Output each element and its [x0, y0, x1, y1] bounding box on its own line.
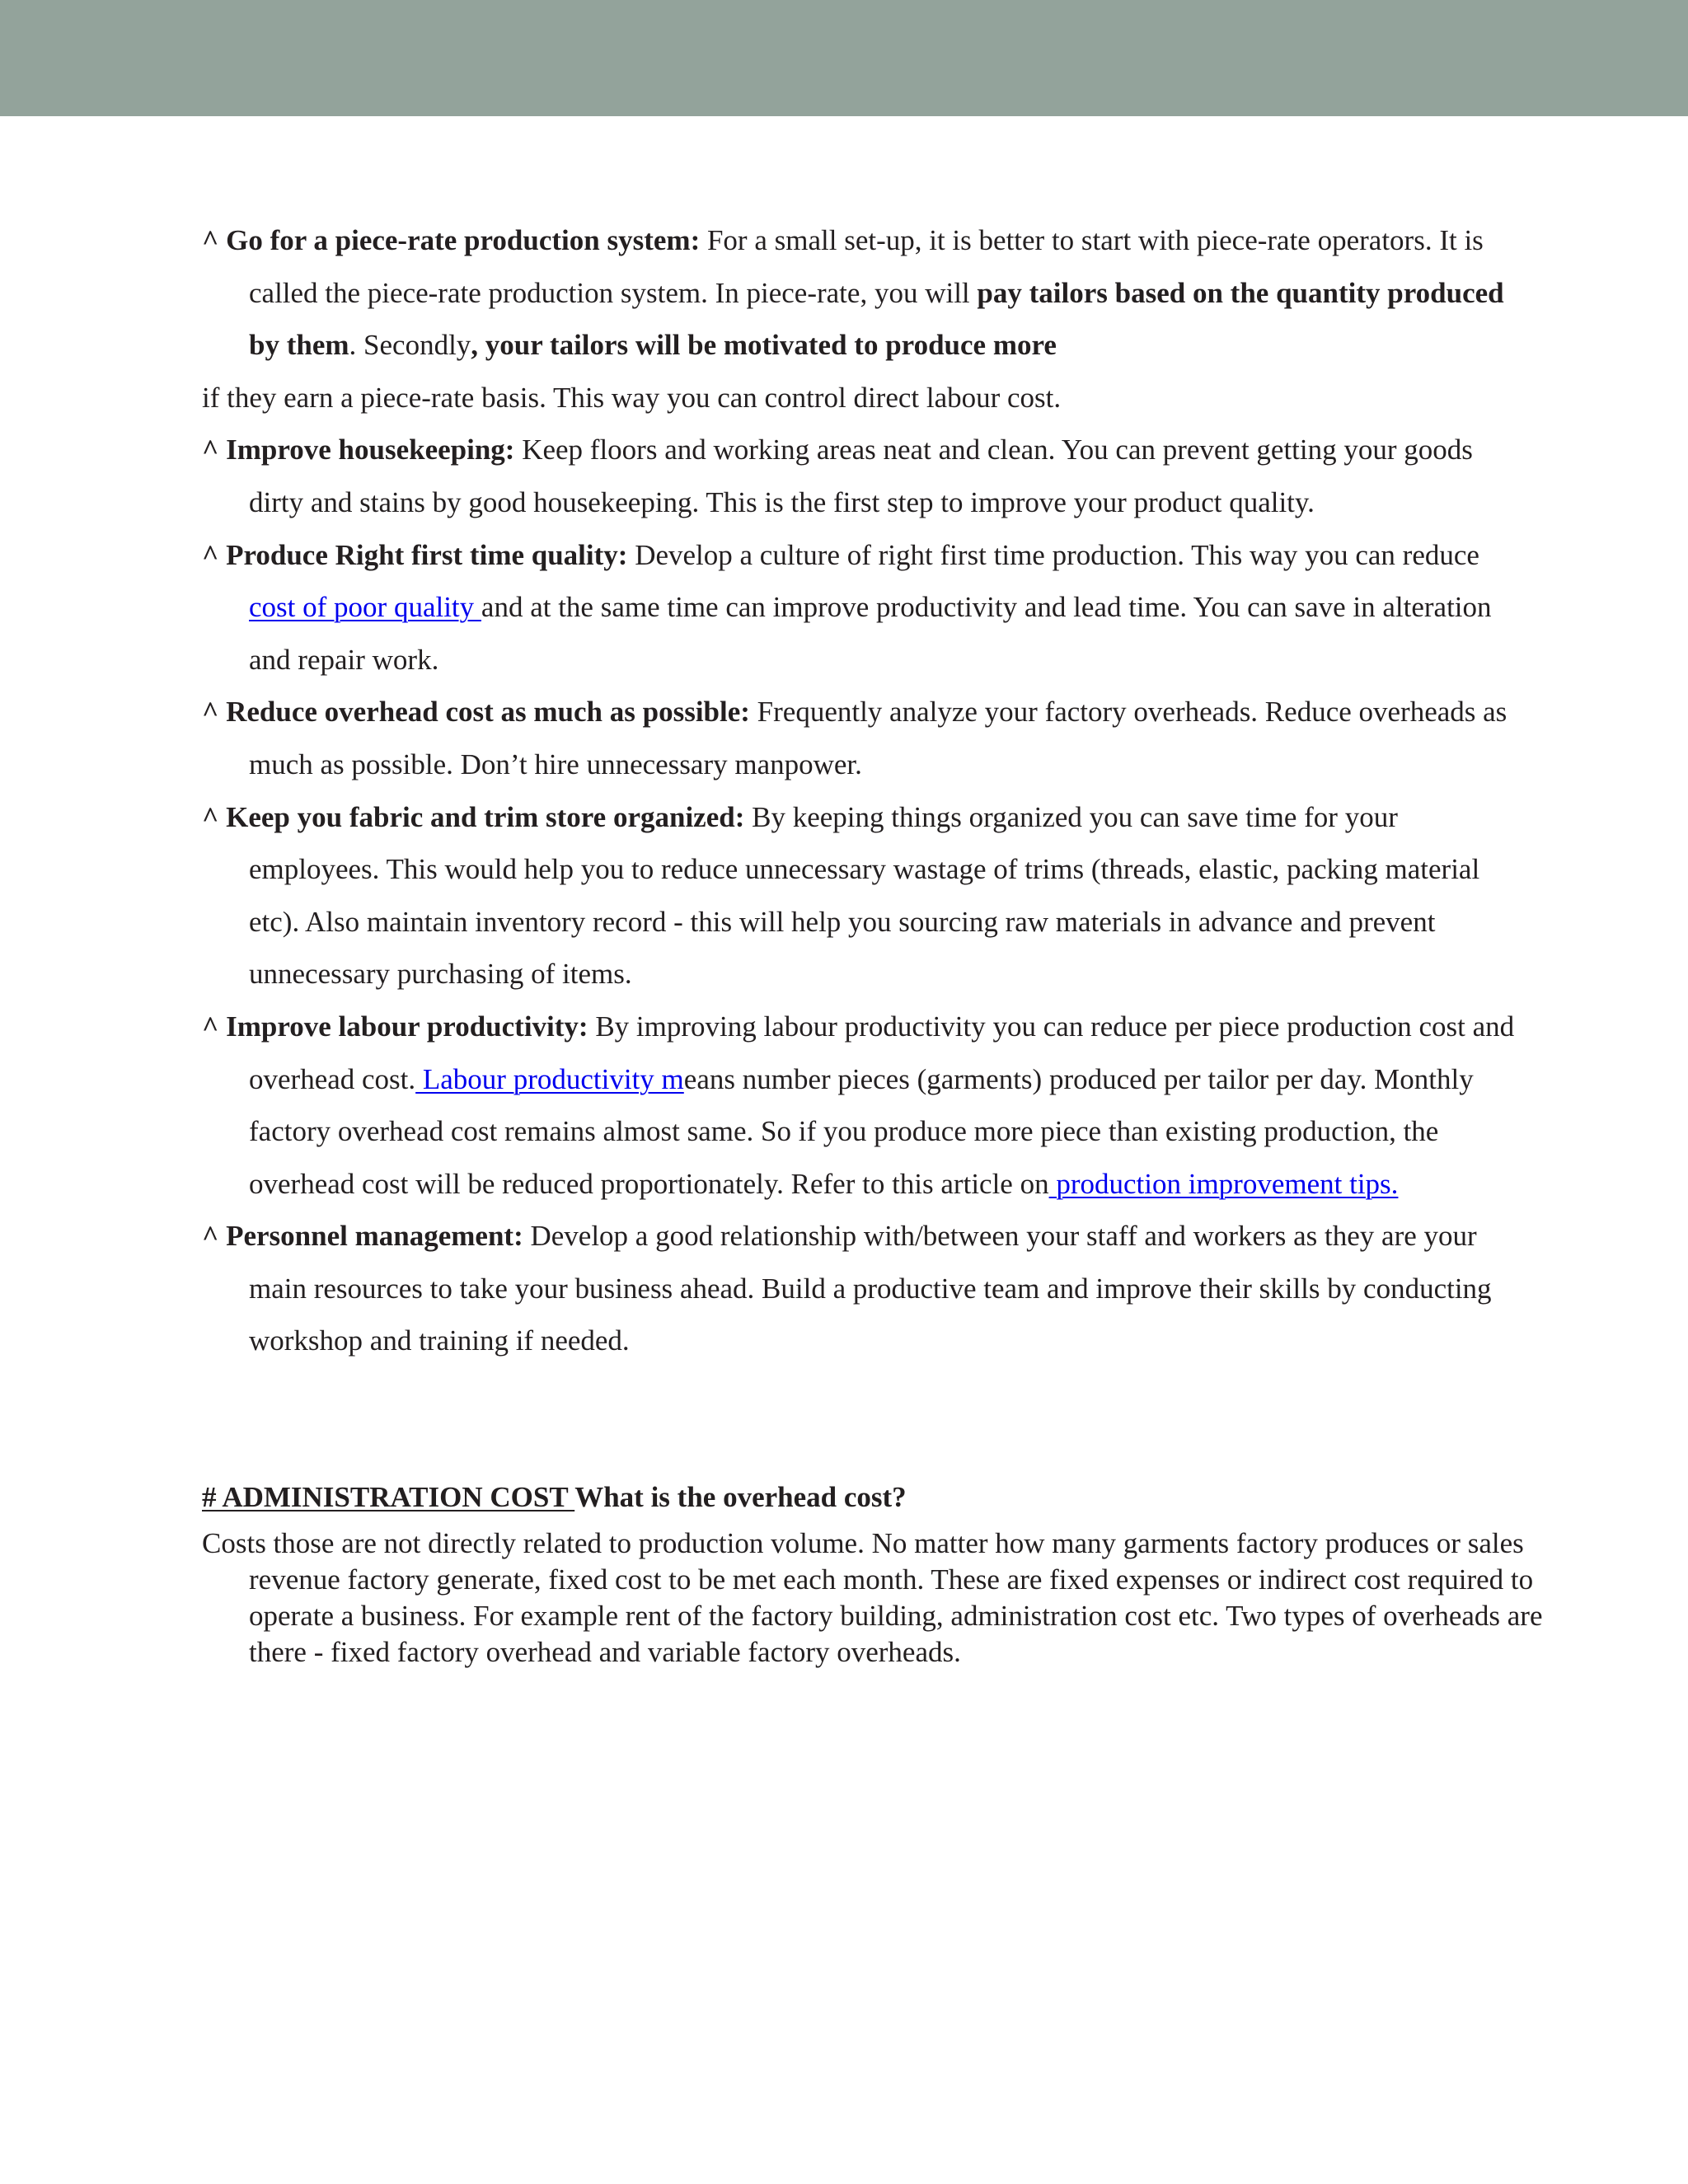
- item-title: Reduce overhead cost as much as possible:: [226, 696, 750, 729]
- tips-list: [202, 214, 1521, 1367]
- bullet-marker: ^: [202, 434, 219, 466]
- administration-cost-section: [202, 1479, 1554, 1671]
- item-title: Produce Right first time quality:: [226, 538, 628, 571]
- bullet-marker: ^: [202, 224, 219, 256]
- item-title: Personnel management:: [226, 1220, 523, 1253]
- item-title: Keep you fabric and trim store organized:: [226, 800, 745, 833]
- bullet-marker: ^: [202, 1010, 219, 1043]
- list-item: ^ Go for a piece-rate production system: For a small set-up, it is better to start with piece-rate operators. It is called the piece-rate production system. In piece-rate, you will pay tailors based on the quantity produced by them. Secondly, your tailors will be motivated to produce more: [202, 224, 1504, 362]
- bullet-marker: ^: [202, 696, 219, 729]
- bullet-marker: ^: [202, 538, 219, 571]
- section-body: Costs those are not directly related to production volume. No matter how many garments factory produces or sales revenue factory generate, fixed cost to be met each month. These are fixed expenses or indirect cost required to operate a business. For example rent of the factory building, administration cost etc. Two types of overheads are there - fixed factory overhead and variable factory overheads.: [202, 1527, 1543, 1668]
- section-heading: # ADMINISTRATION COST What is the overhead cost?: [202, 1481, 907, 1513]
- item-title: Improve labour productivity:: [226, 1010, 588, 1043]
- item-continuation: if they earn a piece-rate basis. This way you can control direct labour cost.: [202, 381, 1062, 414]
- list-item: ^ Personnel management: Develop a good relationship with/between your staff and workers as they are your main resources to take your business ahead. Build a productive team and improve their skills by conducting workshop and training if needed.: [202, 1220, 1492, 1357]
- cost-of-poor-quality-link[interactable]: cost of poor quality: [249, 591, 481, 624]
- list-item: ^ Improve labour productivity: By improving labour productivity you can reduce per piece production cost and overhead cost. Labour productivity means number pieces (garments) produced per tailor per day. Monthly factory overhead cost remains almost same. So if you produce more piece than existing production, the overhead cost will be reduced proportionately. Refer to this article on production improvement tips.: [202, 1010, 1515, 1200]
- bullet-marker: ^: [202, 1220, 219, 1253]
- item-title: Go for a piece-rate production system:: [226, 224, 701, 256]
- item-title: Improve housekeeping:: [226, 434, 515, 466]
- list-item: ^ Produce Right first time quality: Develop a culture of right first time production. This way you can reduce cost of poor quality and at the same time can improve productivity and lead time. You can save in alteration and repair work.: [202, 538, 1492, 676]
- labour-productivity-link[interactable]: Labour productivity m: [415, 1062, 684, 1095]
- list-item: ^ Improve housekeeping: Keep floors and working areas neat and clean. You can prevent getting your goods dirty and stains by good housekeeping. This is the first step to improve your product quality.: [202, 434, 1473, 518]
- bullet-marker: ^: [202, 800, 219, 833]
- list-item: ^ Reduce overhead cost as much as possible: Frequently analyze your factory overheads. Reduce overheads as much as possible. Don’t hire unnecessary manpower.: [202, 696, 1507, 780]
- header-band: [0, 0, 1688, 116]
- list-item: ^ Keep you fabric and trim store organized: By keeping things organized you can save time for your employees. This would help you to reduce unnecessary wastage of trims (threads, elastic, packing material etc). Also maintain inventory record - this will help you sourcing raw materials in advance and prevent unnecessary purchasing of items.: [202, 800, 1480, 991]
- production-improvement-tips-link[interactable]: production improvement tips.: [1048, 1167, 1399, 1200]
